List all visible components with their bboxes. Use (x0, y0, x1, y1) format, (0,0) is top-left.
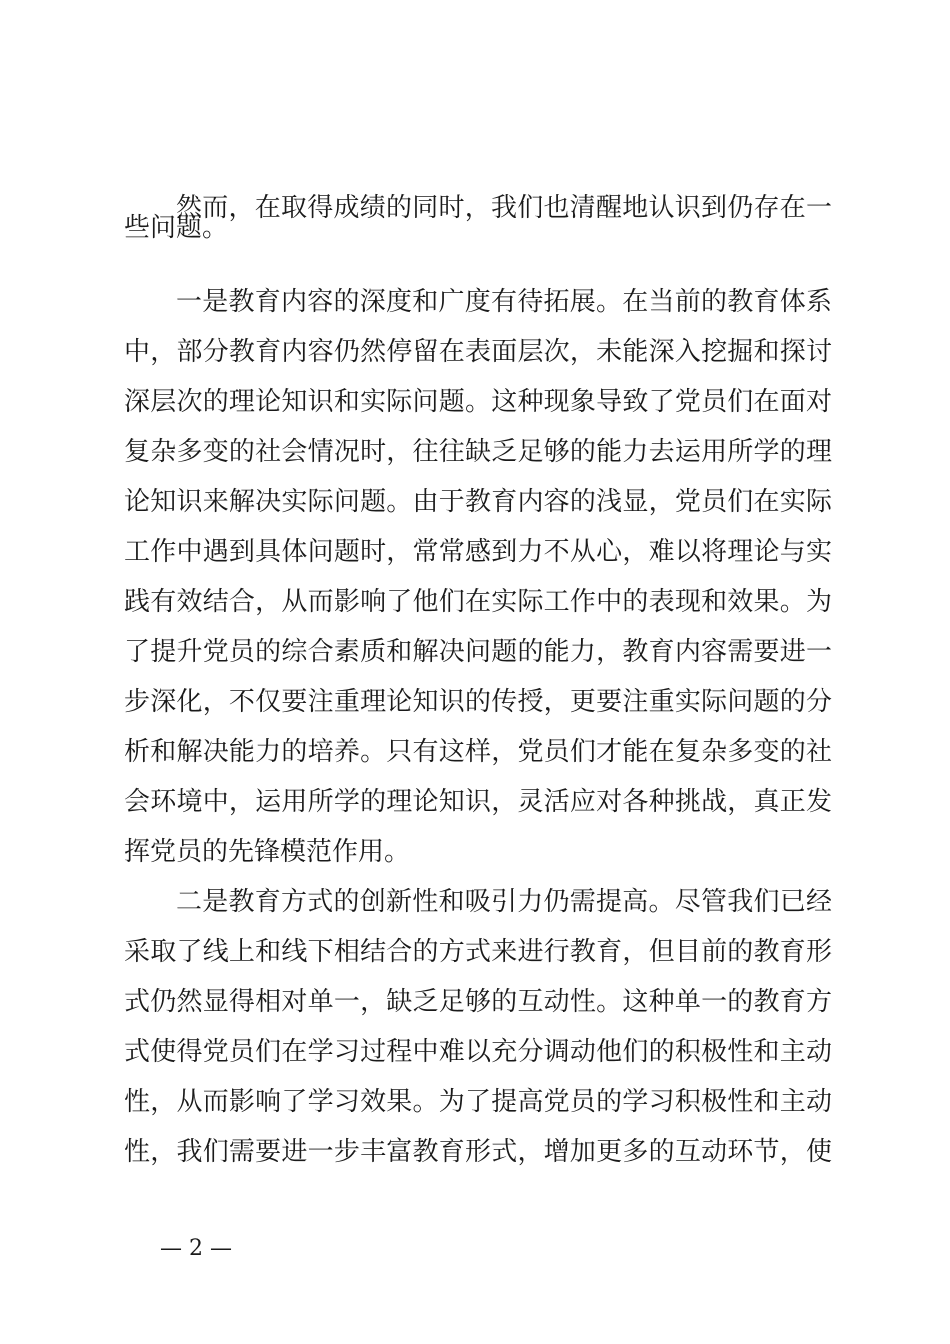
paragraph-3-line-5: 性，从而影响了学习效果。为了提高党员的学习积极性和主动 (124, 1087, 832, 1117)
paragraph-2-line-10: 析和解决能力的培养。只有这样，党员们才能在复杂多变的社 (124, 737, 832, 767)
paragraph-2-line-4: 复杂多变的社会情况时，往往缺乏足够的能力去运用所学的理 (124, 437, 832, 467)
paragraph-2-line-8: 了提升党员的综合素质和解决问题的能力，教育内容需要进一 (124, 637, 832, 667)
paragraph-3-line-4: 式使得党员们在学习过程中难以充分调动他们的积极性和主动 (124, 1037, 832, 1067)
paragraph-2-line-3: 深层次的理论知识和实际问题。这种现象导致了党员们在面对 (124, 387, 832, 417)
paragraph-3-line-3: 式仍然显得相对单一，缺乏足够的互动性。这种单一的教育方 (124, 987, 832, 1017)
paragraph-3-line-6: 性，我们需要进一步丰富教育形式，增加更多的互动环节，使 (124, 1137, 832, 1167)
paragraph-2-line-7: 践有效结合，从而影响了他们在实际工作中的表现和效果。为 (124, 587, 832, 617)
paragraph-2-line-6: 工作中遇到具体问题时，常常感到力不从心，难以将理论与实 (124, 537, 832, 567)
paragraph-1-line-2: 些问题。 (124, 213, 229, 243)
paragraph-3-line-2: 采取了线上和线下相结合的方式来进行教育，但目前的教育形 (124, 937, 832, 967)
paragraph-3-line-1: 二是教育方式的创新性和吸引力仍需提高。尽管我们已经 (176, 887, 832, 917)
paragraph-2-line-1: 一是教育内容的深度和广度有待拓展。在当前的教育体系 (176, 287, 832, 317)
paragraph-2-line-2: 中，部分教育内容仍然停留在表面层次，未能深入挖掘和探讨 (124, 337, 832, 367)
page-number: — 2 — (160, 1236, 232, 1261)
paragraph-2-line-11: 会环境中，运用所学的理论知识，灵活应对各种挑战，真正发 (124, 787, 832, 817)
paragraph-2-line-12: 挥党员的先锋模范作用。 (124, 837, 411, 867)
paragraph-2-line-9: 步深化，不仅要注重理论知识的传授，更要注重实际问题的分 (124, 687, 832, 717)
paragraph-1-line-1: 然而，在取得成绩的同时，我们也清醒地认识到仍存在一 (176, 193, 832, 223)
paragraph-2-line-5: 论知识来解决实际问题。由于教育内容的浅显，党员们在实际 (124, 487, 832, 517)
